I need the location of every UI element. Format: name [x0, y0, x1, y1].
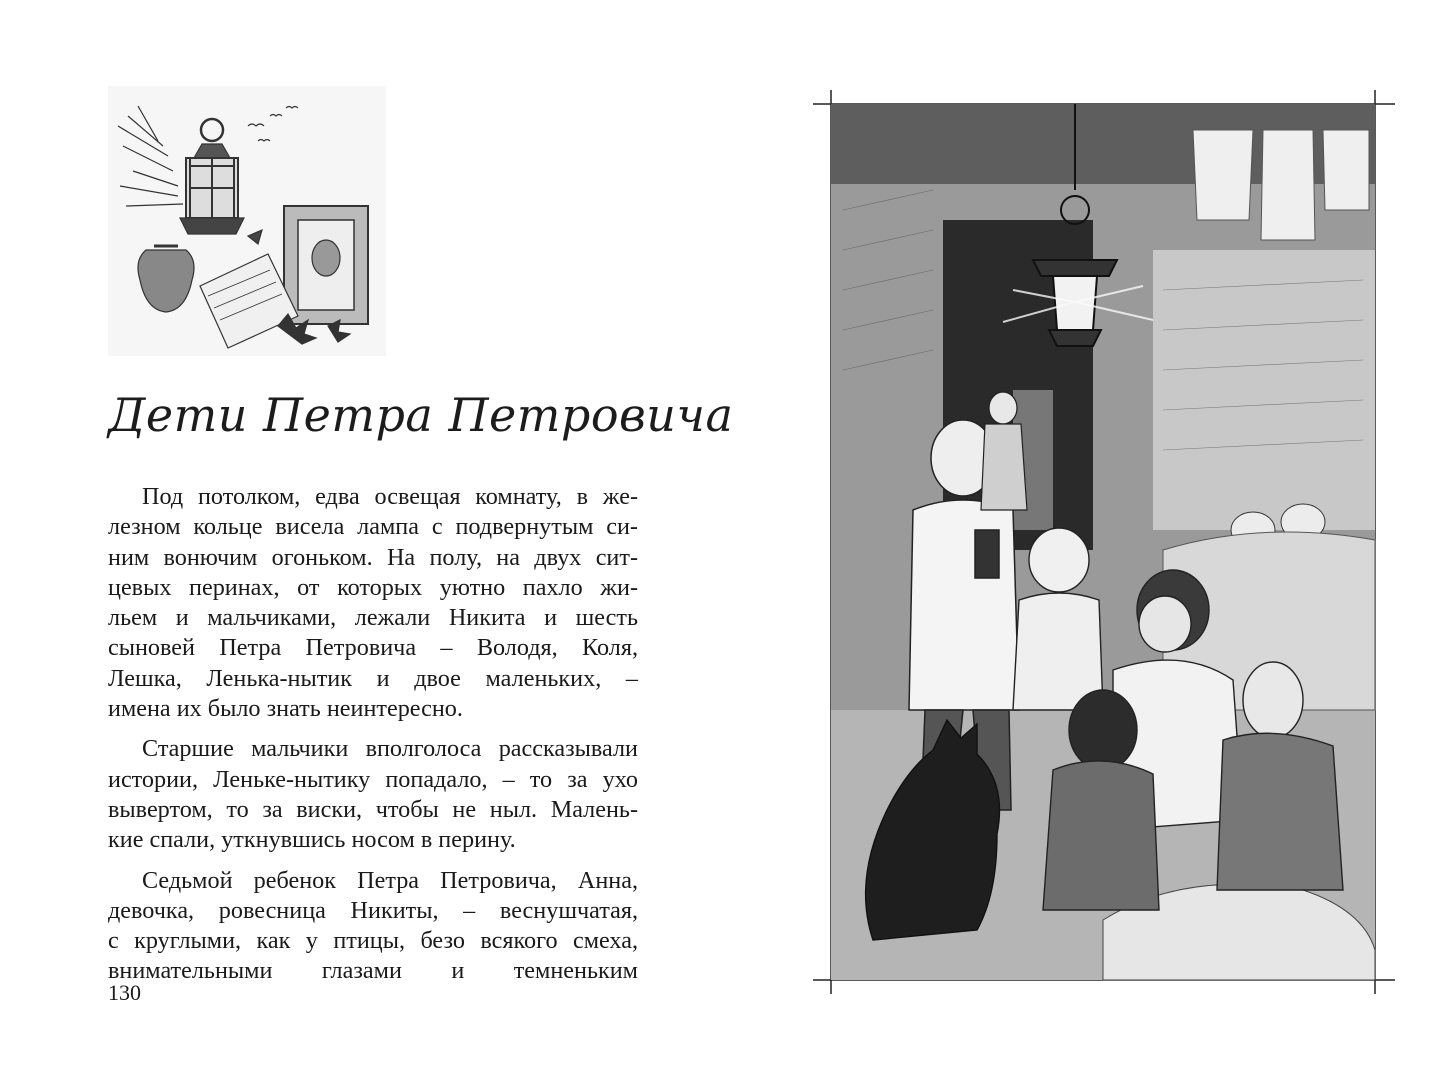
text-line: внимательными глазами и темненьким — [108, 957, 638, 985]
text-line: льем и мальчиками, лежали Никита и шесть — [108, 604, 638, 632]
text-line: Лешка, Ленька-нытик и двое маленьких, – — [108, 664, 638, 692]
vignette-drawing — [108, 86, 386, 356]
text-line: девочка, ровесница Никиты, – веснушчатая, — [108, 896, 638, 924]
text-line: истории, Леньке-нытику попадало, – то за ухо — [108, 765, 638, 793]
text-line: лезном кольце висела лампа с подвернутым си- — [108, 513, 638, 541]
right-page — [725, 0, 1450, 1080]
paragraph-1 — [108, 482, 638, 724]
text-line: Старшие мальчики вполголоса рассказывали — [142, 735, 638, 763]
text-line: цевых перинах, от которых уютно пахло жи- — [108, 573, 638, 601]
text-line: Седьмой ребенок Петра Петровича, Анна, — [142, 866, 638, 894]
paragraph-3 — [108, 866, 638, 987]
illustration-drawing — [813, 90, 1395, 994]
body-text — [108, 482, 638, 997]
chapter-vignette-lamp-illustration — [108, 86, 386, 356]
text-line: ним вонючим огоньком. На полу, на двух сит- — [108, 543, 638, 571]
text-line: вывертом, то за виски, чтобы не ныл. Малень- — [108, 795, 638, 823]
full-page-illustration-children-room — [813, 90, 1395, 994]
text-line: кие спали, уткнувшись носом в перину. — [108, 826, 516, 854]
paragraph-2 — [108, 734, 638, 855]
text-line: с круглыми, как у птицы, безо всякого смеха, — [108, 927, 638, 955]
chapter-title: Дети Петра Петровича — [108, 388, 734, 442]
text-line: сыновей Петра Петровича – Володя, Коля, — [108, 634, 638, 662]
text-line: Под потолком, едва освещая комнату, в же- — [142, 483, 638, 510]
text-line: имена их было знать неинтересно. — [108, 695, 463, 723]
page-number: 130 — [108, 980, 141, 1005]
